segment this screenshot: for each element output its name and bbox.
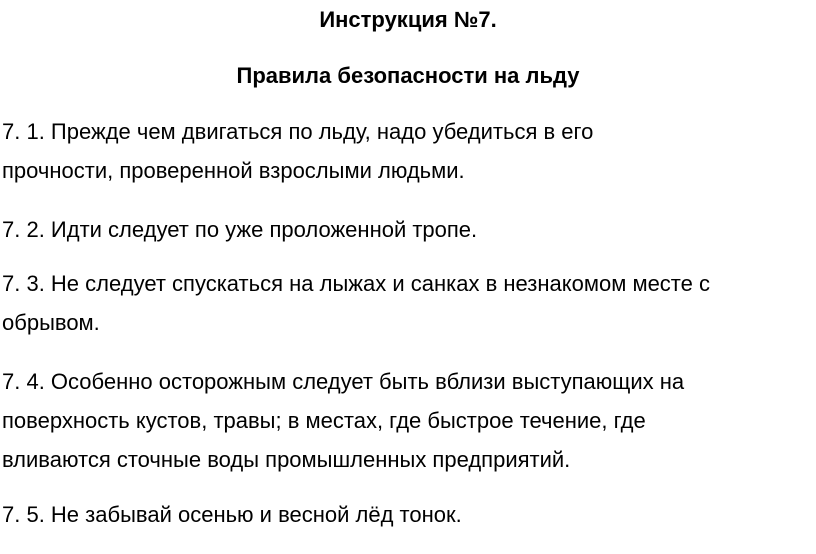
rule-line: 7. 5. Не забывай осенью и весной лёд тонок. <box>2 502 462 527</box>
rule-line: 7. 3. Не следует спускаться на лыжах и санках в незнакомом месте с <box>2 271 710 296</box>
document-title: Инструкция №7. <box>319 7 497 32</box>
rule-line: вливаются сточные воды промышленных предприятий. <box>2 447 571 472</box>
rule-line: 7. 4. Особенно осторожным следует быть вблизи выступающих на <box>2 369 685 394</box>
rule-line: 7. 1. Прежде чем двигаться по льду, надо убедиться в его <box>2 119 594 144</box>
rule-7-2 <box>2 210 814 249</box>
rule-line: поверхность кустов, травы; в местах, где быстрое течение, где <box>2 408 646 433</box>
rule-7-1 <box>2 112 814 190</box>
document-subtitle: Правила безопасности на льду <box>236 63 580 88</box>
rule-line: обрывом. <box>2 310 100 335</box>
rule-7-4 <box>2 362 814 479</box>
rule-7-3 <box>2 264 814 342</box>
rule-7-5 <box>2 495 814 534</box>
rule-line: прочности, проверенной взрослыми людьми. <box>2 158 465 183</box>
rule-line: 7. 2. Идти следует по уже проложенной тропе. <box>2 217 478 242</box>
